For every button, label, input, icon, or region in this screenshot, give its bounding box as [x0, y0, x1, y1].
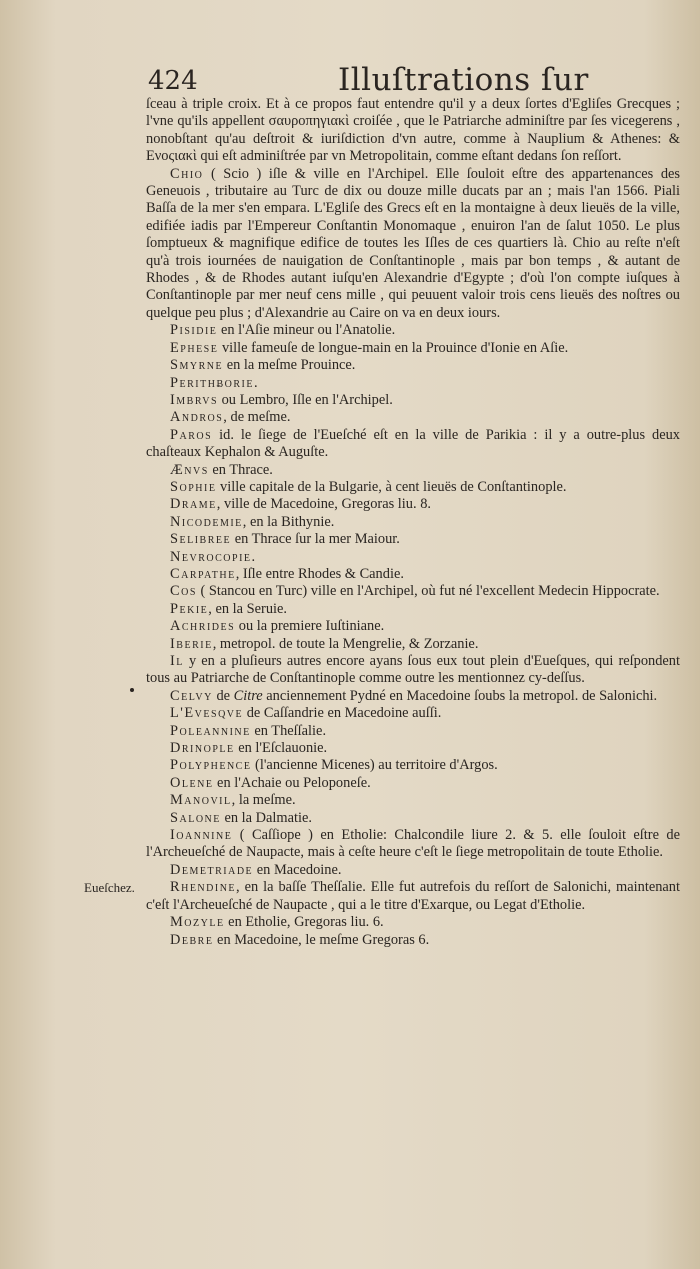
entry-text: en Macedoine, le meſme Gregoras 6. [213, 931, 430, 948]
entry-evesque [146, 705, 680, 722]
entry-text: ville fameuſe de longue-main en la Prouince d'Ionie en Aſie. [218, 339, 569, 356]
entry-ily [146, 653, 680, 688]
margin-note: Eueſchez. [84, 880, 135, 895]
entry-name: Demetriade [170, 861, 254, 878]
entry-name: Sophie [170, 478, 217, 495]
entry-text: en la Dalmatie. [220, 809, 312, 826]
entry-name: Smyrne [170, 357, 224, 374]
entry-name: Perithƀorie. [170, 374, 260, 391]
ink-dot [130, 688, 134, 692]
entry-name: Imbrvs [170, 391, 219, 408]
entry-polyphence [146, 757, 680, 774]
entry-smyrne [146, 357, 680, 374]
entry-name: Il [170, 653, 184, 669]
entry-name: Nevrocopie. [170, 548, 257, 565]
entry-chio [146, 166, 680, 323]
entry-selibree [146, 531, 680, 548]
entry-name: Mozyle [170, 914, 225, 931]
entry-mozyle [146, 914, 680, 931]
entry-text: ( Caſſiope ) en Etholie: Chalcondile liure 2. & 5. elle ſouloit eſtre de l'Archeueſché de Naupacte, mais à ceſte heure c'eſt le ſiege metropolitain de toute Etholie. [146, 827, 680, 861]
entry-text: , de meſme. [223, 409, 291, 426]
entry-nevrocopie [146, 549, 680, 566]
entry-name: Drinople [170, 740, 235, 757]
entry-text: en Thrace ſur la mer Maiour. [231, 531, 400, 548]
entry-name: Epheſe [170, 339, 219, 356]
entry-name: Iberie [170, 635, 213, 652]
entry-name: Selibree [170, 531, 232, 548]
entry-andros [146, 409, 680, 426]
entry-nicodemie [146, 514, 680, 531]
running-title: Illuſtrations ſur [338, 62, 589, 98]
entry-text: en l'Aſie mineur ou l'Anatolie. [217, 322, 396, 339]
entry-imbrus [146, 392, 680, 409]
entry-text: en l'Achaie ou Peloponeſe. [213, 774, 371, 791]
entry-sophie [146, 479, 680, 496]
entry-name: Piſidie [170, 322, 218, 339]
entry-name: Nicodemie [170, 513, 243, 530]
entry-text: en la meſme Prouince. [223, 357, 356, 374]
entry-italic: Citre [233, 687, 263, 704]
entry-manovil [146, 792, 680, 809]
entry-text: en l'Eſclauonie. [234, 740, 328, 757]
entry-text: , en la Seruie. [208, 600, 288, 617]
entry-pekie [146, 601, 680, 618]
entry-text: en Thrace. [208, 461, 273, 478]
entry-name: Achrides [170, 618, 236, 635]
entry-text: , en la baſſe Theſſalie. Elle fut autrefois du reſſort de Salonichi, maintenant c'eſt l'Archeueſché de Naupacte , qui a le titre d'Exarque, ou Legat d'Etholie. [146, 879, 680, 913]
entry-iberie [146, 636, 680, 653]
entry-name: Celvy [170, 687, 213, 704]
intro-paragraph: ſceau à triple croix. Et à ce propos faut entendre qu'il y a deux ſortes d'Egliſes Grecques ; l'vne qu'ils appellent σαυροπηγιακὶ croiſée , que le Patriarche adminiſtre par ſes vicegerens , nonobſtant qu'au deſtroit & iuriſdiction d'vn autre, comme à Nauplium & Athenes: & Ενοςιακὶ qui eſt adminiſtrée par vn Metropolitain, comme eſtant dedans ſon reſſort. [146, 96, 680, 165]
entry-celvy [146, 688, 680, 705]
body-text [146, 96, 680, 949]
entry-name: Ioannine [170, 827, 233, 844]
entry-text: ( Scio ) iſle & ville en l'Archipel. Elle ſouloit eſtre des appartenances des Geneuois , tributaire au Turc de dix ou douze mille ducats par an ; mais l'an 1566. Piali Baſſa de la mer s'en empara. L'Egliſe des Grecs eſt en la montaigne à deux lieuës de la ville, edifiée iadis par l'Empereur Conſtantin Monomaque , enuiron l'an de ſalut 1050. Le plus ſomptueux & magnifique edifice de toutes les Iſles de ces quartiers là. Chio au reſte n'eſt qu'à trois iournées de nauigation de Conſtantinople , mais par bon temps , & autant de Rhodes , & de Rhodes autant iuſqu'en Alexandrie d'Egypte ; d'où l'on compte iuſques à Conſtantinople par mer neuf cens mille , qui peuuent valoir trois cens lieuës des noſtres ou quelque peu plus ; d'Alexandrie au Caire on va en deux iours. [146, 165, 680, 321]
entry-poleannine [146, 723, 680, 740]
entry-text: ou la premiere Iuſtiniane. [235, 618, 385, 635]
entry-drinople [146, 740, 680, 757]
entry-text: , la meſme. [231, 792, 296, 809]
entry-demetriade [146, 862, 680, 879]
entry-text: , ville de Macedoine, Gregoras liu. 8. [216, 496, 431, 513]
entry-text: de Caſſandrie en Macedoine auſſi. [243, 705, 442, 722]
entry-name: Ænvs [170, 461, 209, 478]
entry-name: Debre [170, 931, 214, 948]
entry-name: Carpathe [170, 565, 236, 582]
entry-rhendine [146, 879, 680, 914]
entry-name: Cos [170, 583, 197, 600]
entry-text: y en a pluſieurs autres encore ayans ſous eux tout plein d'Eueſques, qui reſpondent tous au Patriarche de Conſtantinople comme outre les mentionnez cy-deſſus. [146, 653, 680, 687]
entry-pisidie [146, 322, 680, 339]
entry-salone [146, 810, 680, 827]
entry-name: L'Evesqve [170, 705, 244, 722]
entry-aenus [146, 462, 680, 479]
entry-name: Paros [170, 426, 213, 443]
entry-perithorie [146, 375, 680, 392]
entry-cos [146, 583, 680, 600]
entry-text: , en la Bithynie. [242, 513, 335, 530]
entry-text: ( Stancou en Turc) ville en l'Archipel, où fut né l'excellent Medecin Hippocrate. [196, 583, 660, 600]
entry-debre [146, 932, 680, 949]
entry-name: Rhendine [170, 879, 237, 896]
entry-text: , metropol. de toute la Mengrelie, & Zorzanie. [212, 635, 479, 652]
entry-text: id. le ſiege de l'Eueſché eſt en la ville de Parikia : il y a outre-plus deux chaſteaux Kephalon & Auguſte. [146, 426, 680, 461]
entry-drame [146, 496, 680, 513]
entry-text: en Etholie, Gregoras liu. 6. [224, 914, 384, 931]
entry-ioannine [146, 827, 680, 862]
entry-name: Pekie [170, 600, 209, 617]
entry-text: ville capitale de la Bulgarie, à cent lieuës de Conſtantinople. [216, 478, 567, 495]
entry-name: Manovil [170, 792, 232, 809]
entry-name: Chio [170, 165, 204, 182]
entry-ephese [146, 340, 680, 357]
entry-name: Olene [170, 774, 214, 791]
entry-text: de [212, 687, 234, 704]
entry-name: Andros [170, 409, 224, 426]
entry-olene [146, 775, 680, 792]
entry-carpathe [146, 566, 680, 583]
page-number: 424 [148, 66, 198, 96]
entry-text: ou Lembro, Iſle en l'Archipel. [218, 391, 393, 408]
entry-achrides [146, 618, 680, 635]
entry-name: Polyphence [170, 757, 252, 774]
entry-text: en Theſſalie. [250, 722, 327, 739]
entry-name: Poleannine [170, 722, 251, 739]
entry-name: Drame [170, 496, 217, 513]
entry-text: (l'ancienne Micenes) au territoire d'Argos. [251, 757, 498, 774]
entry-name: Salone [170, 809, 221, 826]
entry-text: anciennement Pydné en Macedoine ſoubs la metropol. de Salonichi. [262, 687, 658, 704]
entry-text: , Iſle entre Rhodes & Candie. [235, 565, 404, 582]
entry-paros [146, 427, 680, 462]
entry-text: en Macedoine. [253, 861, 342, 878]
